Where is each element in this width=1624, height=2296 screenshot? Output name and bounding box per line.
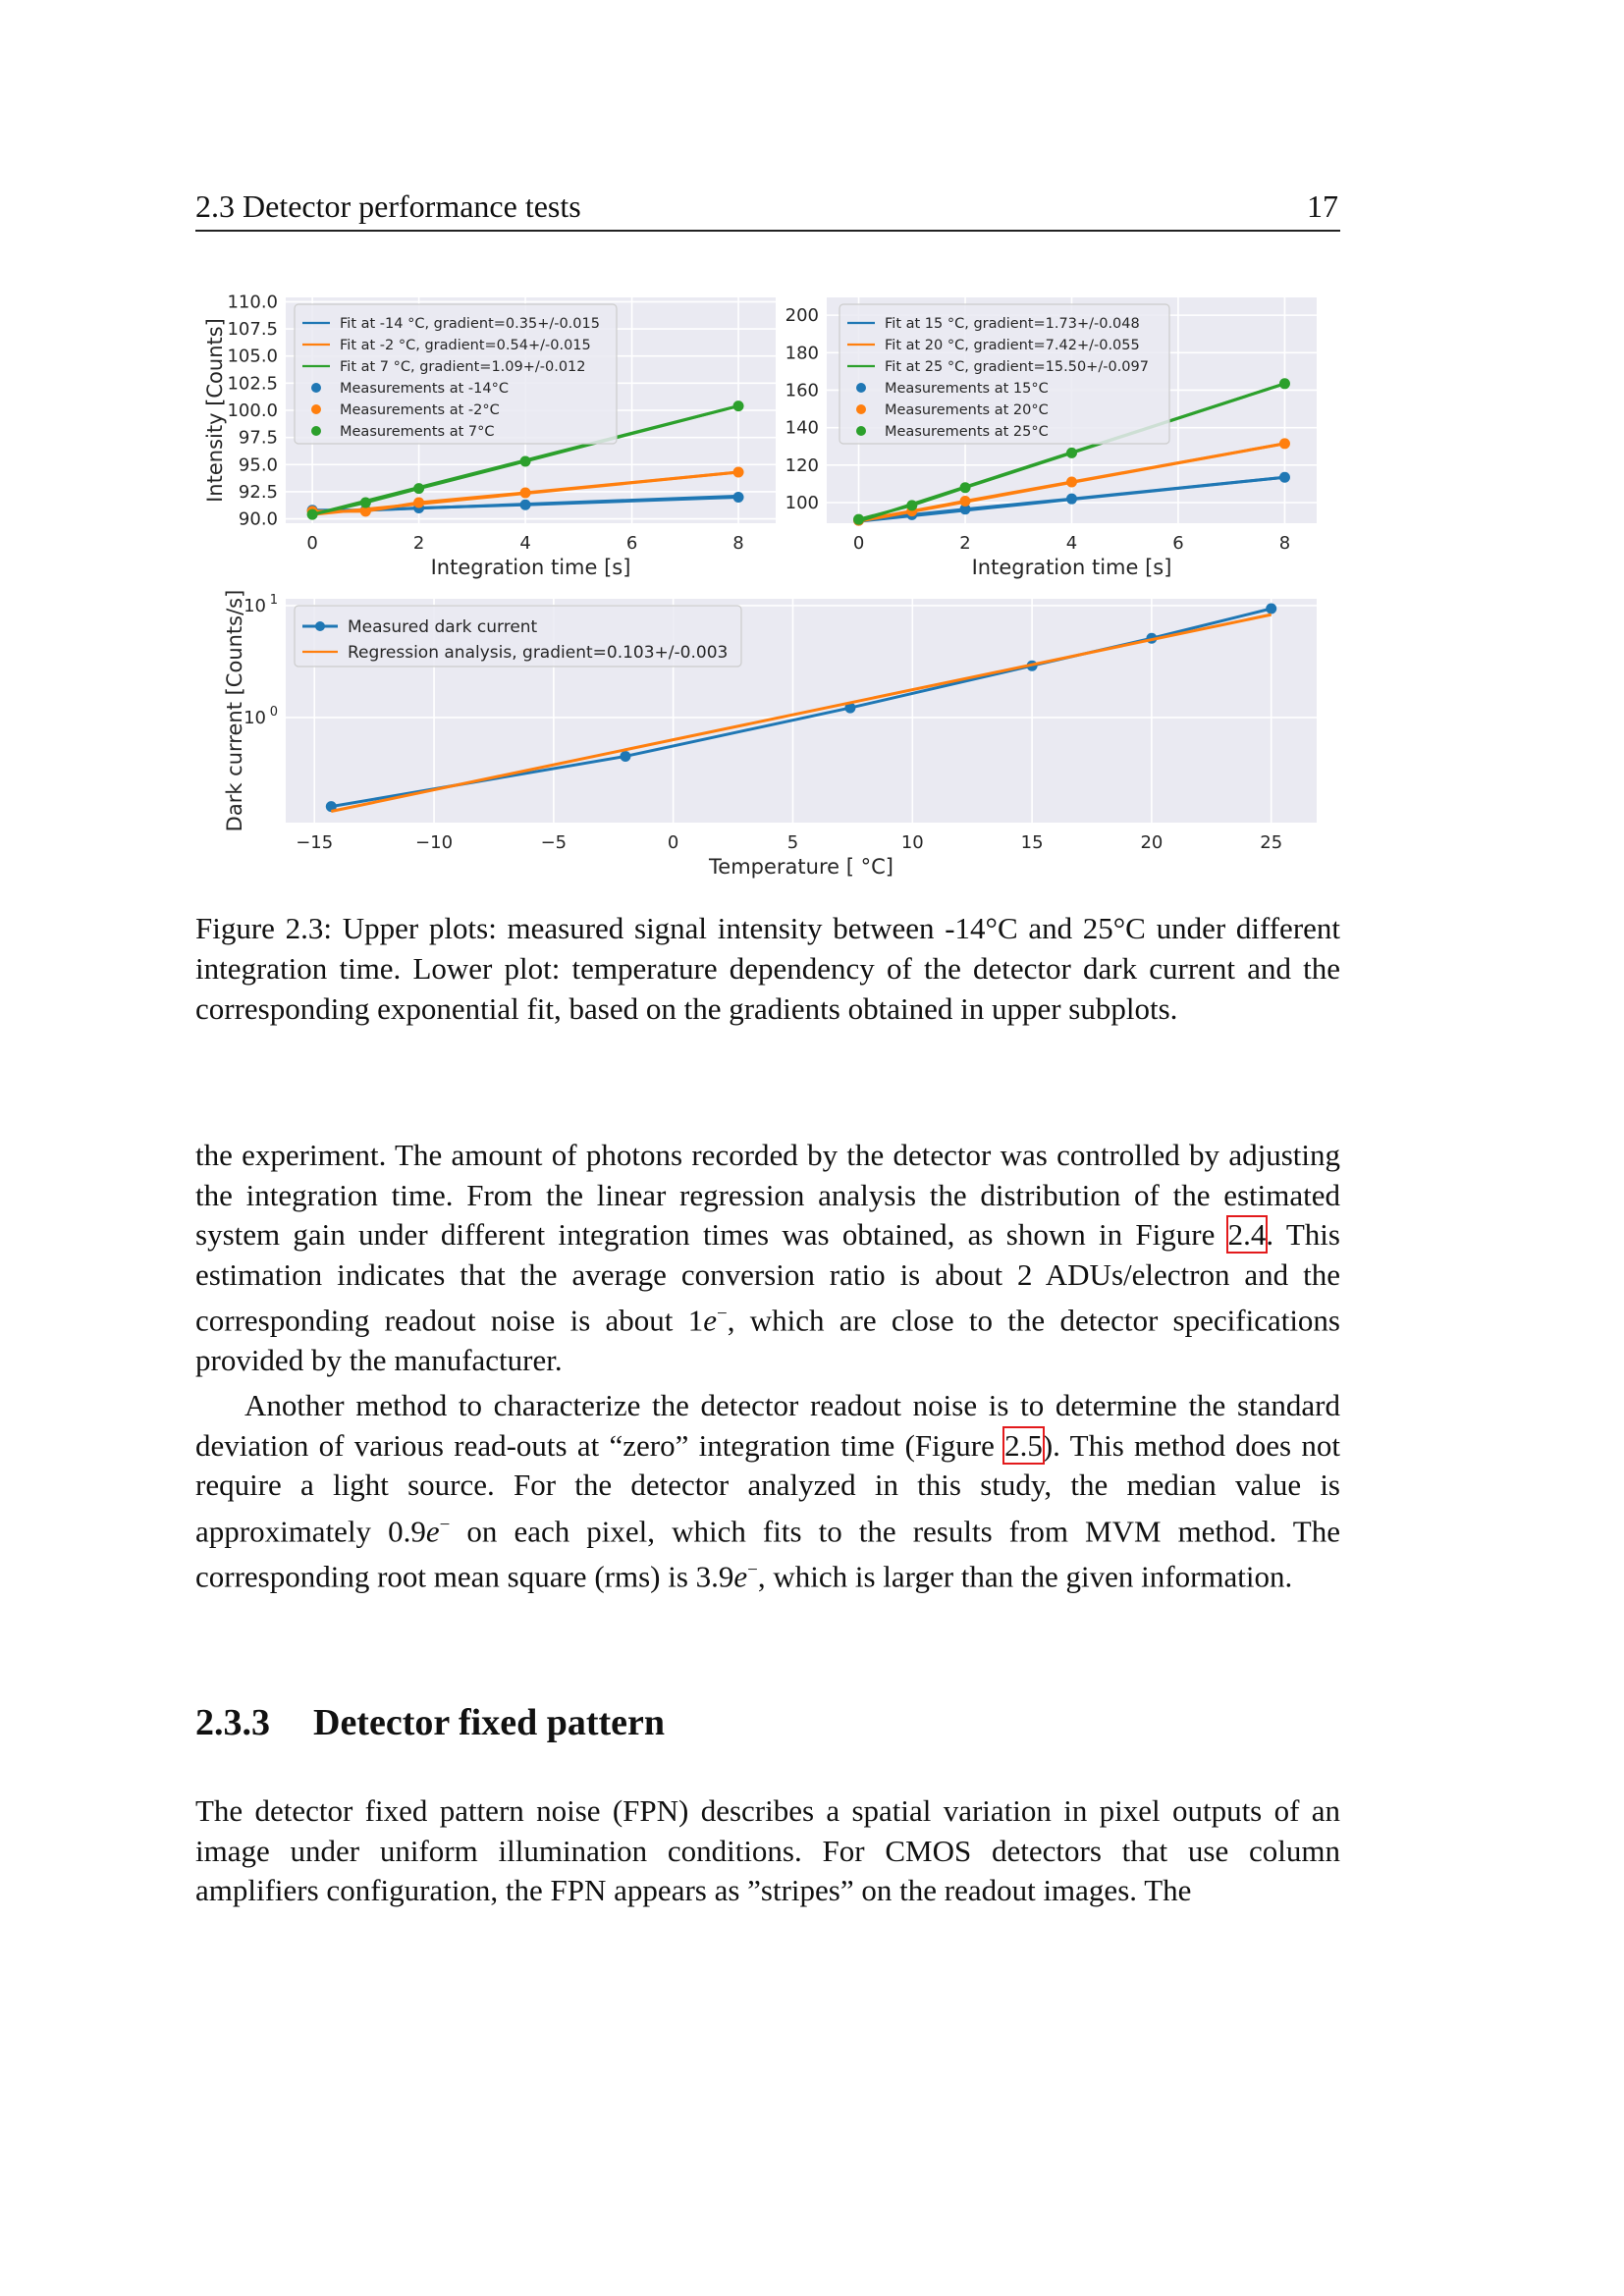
y-tick-label: 10 <box>244 707 266 728</box>
section-number: 2.3.3 <box>195 1702 270 1743</box>
paragraph-2 <box>195 1386 1340 1597</box>
electron-symbol: e <box>733 1559 748 1594</box>
y-tick-label: 105.0 <box>227 346 278 367</box>
figure-2-3 <box>0 0 1624 883</box>
legend-entry: Measurements at -2°C <box>340 402 500 418</box>
legend-dot-icon <box>311 383 321 393</box>
legend-entry: Measurements at 7°C <box>340 424 495 440</box>
x-tick-label: 8 <box>1278 533 1291 554</box>
legend-dot-icon <box>856 426 866 436</box>
electron-symbol: e <box>425 1513 440 1548</box>
p2-text-d: , which is larger than the given information. <box>757 1559 1293 1594</box>
x-tick-label: 2 <box>412 533 425 554</box>
data-point <box>1279 378 1290 389</box>
legend-entry: Measured dark current <box>348 617 538 637</box>
legend-entry: Fit at -14 °C, gradient=0.35+/-0.015 <box>340 316 600 332</box>
x-tick-label: 25 <box>1260 832 1283 853</box>
data-point <box>520 488 531 499</box>
y-tick-label: 90.0 <box>238 508 278 530</box>
x-tick-label: −10 <box>415 832 454 853</box>
y-tick-label: 100 <box>785 493 819 514</box>
x-tick-label: 6 <box>625 533 638 554</box>
paragraph-1 <box>195 1136 1340 1380</box>
legend-entry: Fit at 25 °C, gradient=15.50+/-0.097 <box>885 359 1149 375</box>
data-point <box>360 497 371 507</box>
superscript-minus: − <box>716 1304 728 1324</box>
x-tick-label: 5 <box>786 832 799 853</box>
superscript-minus: − <box>747 1560 758 1581</box>
data-point <box>413 497 424 507</box>
data-point <box>520 500 531 510</box>
legend-dot-icon <box>856 383 866 393</box>
y-tick-label: 200 <box>785 305 819 327</box>
section-heading <box>195 1701 665 1744</box>
data-point <box>520 455 531 466</box>
y-tick-label: 10 <box>244 595 266 616</box>
data-point <box>960 496 971 507</box>
legend-dot-icon <box>311 404 321 414</box>
chart-upper-right <box>785 297 1317 579</box>
data-point <box>413 483 424 494</box>
data-point <box>1066 448 1077 458</box>
header-title: 2.3 Detector performance tests <box>195 188 581 224</box>
data-point <box>906 500 917 510</box>
y-tick-exponent: 0 <box>269 704 278 720</box>
x-tick-label: 15 <box>1020 832 1044 853</box>
x-axis-label: Integration time [s] <box>430 556 631 579</box>
data-point <box>620 751 630 762</box>
x-tick-label: 0 <box>852 533 865 554</box>
y-tick-label: 102.5 <box>227 373 278 395</box>
y-tick-label: 120 <box>785 454 819 476</box>
x-tick-label: 4 <box>1065 533 1078 554</box>
y-tick-exponent: 1 <box>269 592 278 608</box>
legend-entry: Measurements at 15°C <box>885 381 1049 397</box>
figure-ref-2-5[interactable]: 2.5 <box>1004 1427 1043 1463</box>
legend <box>295 606 741 667</box>
x-axis-label: Integration time [s] <box>971 556 1172 579</box>
y-tick-label: 95.0 <box>238 454 278 476</box>
chart-lower-dark-current <box>223 590 1317 879</box>
legend-entry: Regression analysis, gradient=0.103+/-0.003 <box>348 643 729 663</box>
superscript-minus: − <box>439 1514 451 1535</box>
data-point <box>733 400 744 411</box>
figure-caption <box>195 908 1340 1029</box>
electron-symbol: e <box>703 1303 717 1338</box>
caption-label: Figure 2.3: <box>195 911 333 945</box>
legend-entry: Fit at 7 °C, gradient=1.09+/-0.012 <box>340 359 586 375</box>
data-point <box>733 492 744 503</box>
figure-ref-2-4[interactable]: 2.4 <box>1227 1217 1267 1252</box>
legend-marker-icon <box>315 621 325 631</box>
y-tick-label: 140 <box>785 417 819 439</box>
legend-dot-icon <box>311 426 321 436</box>
legend-entry: Measurements at -14°C <box>340 381 509 397</box>
y-tick-label: 160 <box>785 380 819 401</box>
legend-entry: Fit at 15 °C, gradient=1.73+/-0.048 <box>885 316 1140 332</box>
p1-text-c: , which are close to the detector specifications provided by the manufacturer. <box>195 1303 1340 1377</box>
data-point <box>1279 472 1290 483</box>
x-tick-label: 0 <box>306 533 318 554</box>
data-point <box>853 514 864 525</box>
p2-text-c: on each pixel, which fits to the results from MVM method. The corresponding root mean square (rms) is 3.9 <box>195 1513 1341 1594</box>
y-tick-label: 180 <box>785 343 819 364</box>
x-tick-label: 8 <box>732 533 744 554</box>
section-title: Detector fixed pattern <box>313 1702 666 1743</box>
legend-dot-icon <box>856 404 866 414</box>
data-point <box>1066 477 1077 488</box>
data-point <box>960 482 971 493</box>
y-tick-label: 92.5 <box>238 481 278 503</box>
p1-text-b: . This estimation indicates that the average conversion ratio is about 2 ADUs/electron and the corresponding readout noise is about 1 <box>195 1217 1340 1338</box>
x-tick-label: 0 <box>667 832 679 853</box>
data-point <box>1266 603 1276 614</box>
legend-entry: Fit at 20 °C, gradient=7.42+/-0.055 <box>885 338 1140 353</box>
y-tick-label: 107.5 <box>227 319 278 341</box>
x-axis-label: Temperature [ °C] <box>709 855 893 879</box>
data-point <box>733 467 744 478</box>
p2-text-a: Another method to characterize the detector readout noise is to determine the standard deviation of various read-outs at “zero” integration time (Figure <box>195 1388 1340 1463</box>
caption-text: Upper plots: measured signal intensity between -14°C and 25°C under different integration time. Lower plot: temperature dependency of the detector dark current and the corresponding exponential fit, based on the gradients obtained in upper subplots. <box>195 911 1341 1026</box>
legend-entry: Measurements at 20°C <box>885 402 1049 418</box>
legend-entry: Fit at -2 °C, gradient=0.54+/-0.015 <box>340 338 591 353</box>
paragraph-3: The detector fixed pattern noise (FPN) describes a spatial variation in pixel outputs of an image under uniform illumination conditions. For CMOS detectors that use column amplifiers configuration, the FPN appears as ”stripes” on the readout images. The <box>195 1793 1340 1907</box>
y-axis-label: Dark current [Counts/s] <box>223 589 246 832</box>
x-tick-label: −5 <box>540 832 568 853</box>
chart-upper-left <box>203 292 776 579</box>
legend-entry: Measurements at 25°C <box>885 424 1049 440</box>
p1-text-a: the experiment. The amount of photons recorded by the detector was controlled by adjusting the integration time. From the linear regression analysis the distribution of the estimated system gain under different integration times was obtained, as shown in Figure <box>195 1138 1340 1252</box>
data-point <box>1279 438 1290 449</box>
data-point <box>1066 494 1077 505</box>
y-tick-label: 100.0 <box>227 400 278 421</box>
data-point <box>307 509 318 520</box>
y-tick-label: 97.5 <box>238 427 278 449</box>
x-tick-label: 20 <box>1140 832 1164 853</box>
x-tick-label: −15 <box>296 832 334 853</box>
x-tick-label: 10 <box>900 832 924 853</box>
y-tick-label: 110.0 <box>227 292 278 313</box>
legend <box>295 304 617 444</box>
y-axis-label: Intensity [Counts] <box>203 318 227 503</box>
x-tick-label: 2 <box>959 533 971 554</box>
legend <box>839 304 1169 444</box>
x-tick-label: 4 <box>519 533 531 554</box>
x-tick-label: 6 <box>1172 533 1184 554</box>
page-number: 17 <box>1307 188 1338 224</box>
p2-text-b: ). This method does not require a light source. For the detector analyzed in this study, the median value is approximately 0.9 <box>195 1427 1340 1548</box>
